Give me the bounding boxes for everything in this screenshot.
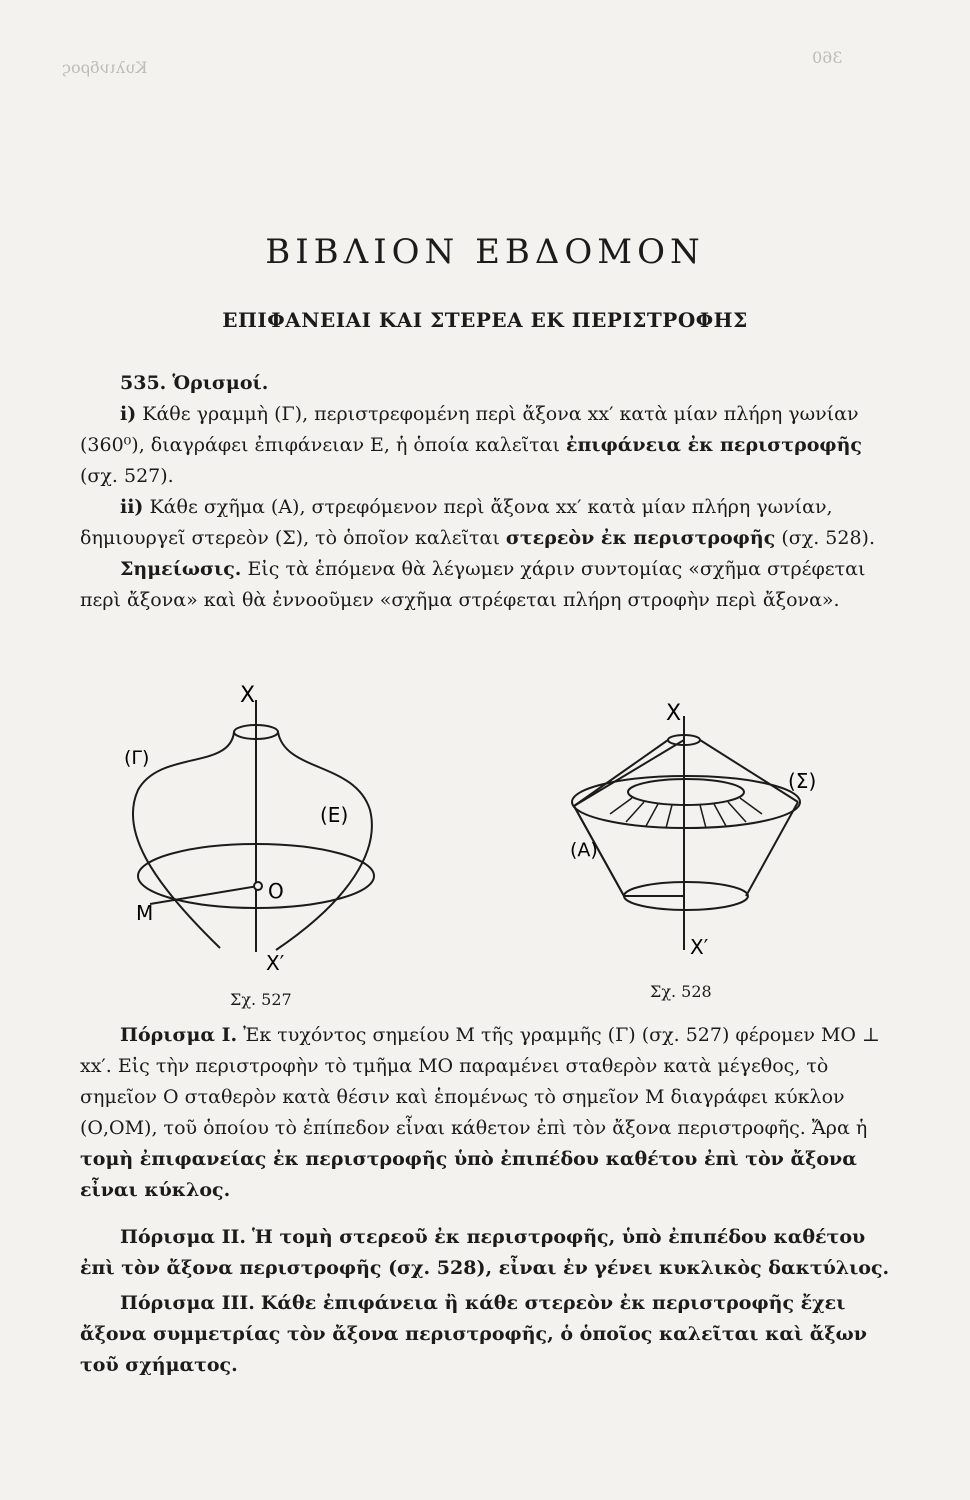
corollary-3-bold: Κάθε ἐπιφάνεια ἢ κάθε στερεὸν ἐκ περιστροφῆς ἔχει ἄξονα συμμετρίας τὸν ἄξονα περιστροφῆς, ὁ ὁποῖος καλεῖται καὶ ἄξων τοῦ σχήματος. (80, 1292, 867, 1376)
label-shape-528: (Α) (570, 839, 598, 861)
corollary-3 (80, 1288, 890, 1381)
definition-i-term: ἐπιφάνεια ἐκ περιστροφῆς (565, 434, 862, 456)
widest-ellipse-528 (572, 776, 800, 828)
chapter-title: ΕΠΙΦΑΝΕΙΑΙ ΚΑΙ ΣΤΕΡΕΑ ΕΚ ΠΕΡΙΣΤΡΟΦΗΣ (222, 308, 748, 332)
caption-527: Σχ. 527 (230, 990, 292, 1009)
remark (80, 554, 890, 616)
definition-ii-term: στερεὸν ἐκ περιστροφῆς (505, 527, 776, 549)
figure-528-drawing (540, 700, 870, 970)
definition-i-label: i) (120, 403, 137, 425)
label-surface-527: (Ε) (320, 803, 349, 827)
definition-i-ref: (σχ. 527). (80, 465, 174, 487)
cone-right-lower (746, 802, 798, 896)
definition-ii-text: Κάθε σχῆμα (Α), στρεφόμενον περὶ ἄξονα xx′ κατὰ μίαν πλήρη γωνίαν, δημιουργεῖ στερεὸν (Σ), τὸ ὁποῖον καλεῖται (80, 496, 833, 549)
corollary-2-label: Πόρισμα ΙΙ. (120, 1226, 246, 1248)
cone-right-upper (700, 740, 798, 802)
definition-ii-ref: (σχ. 528). (781, 527, 876, 549)
corollary-3-label: Πόρισμα ΙΙΙ. (120, 1292, 255, 1314)
label-x-prime-528: X′ (690, 935, 709, 959)
point-o (254, 882, 262, 890)
section-heading: Ὁρισμοί. (172, 372, 269, 394)
corollary-1-label: Πόρισμα Ι. (120, 1024, 238, 1046)
definition-ii (80, 492, 890, 554)
figure-528 (540, 700, 870, 970)
hatching-528 (610, 798, 762, 828)
remark-text: Εἰς τὰ ἑπόμενα θὰ λέγωμεν χάριν συντομίας «σχῆμα στρέφεται περὶ ἄξονα» καὶ θὰ ἐννοοῦμεν «σχῆμα στρέφεται πλήρη στροφὴν περὶ ἄξονα». (80, 558, 866, 611)
corollary-2 (80, 1222, 890, 1284)
caption-528: Σχ. 528 (650, 982, 712, 1001)
label-curve-527: (Γ) (124, 747, 150, 769)
definition-ii-label: ii) (120, 496, 144, 518)
label-solid-528: (Σ) (788, 769, 817, 793)
definitions-section (80, 368, 890, 616)
figure-527 (80, 680, 400, 980)
corollary-1-bold: τομὴ ἐπιφανείας ἐκ περιστροφῆς ὑπὸ ἐπιπέδου καθέτου ἐπὶ τὸν ἄξονα εἶναι κύκλος. (80, 1148, 857, 1201)
inner-ellipse-528 (628, 779, 744, 805)
corollary-2-bold: Ἡ τομὴ στερεοῦ ἐκ περιστροφῆς, ὑπὸ ἐπιπέδου καθέτου ἐπὶ τὸν ἄξονα περιστροφῆς (σχ. 528), εἶναι ἐν γένει κυκλικὸς δακτύλιος. (80, 1226, 890, 1279)
corollary-1 (80, 1020, 890, 1206)
bleed-running-head-left: Κυλινδρος (62, 58, 148, 77)
label-x-527: X (240, 683, 256, 708)
right-profile-curve (276, 732, 372, 950)
definition-i-text: Κάθε γραμμὴ (Γ), περιστρεφομένη περὶ ἄξονα xx′ κατὰ μίαν πλήρη γωνίαν (360⁰), διαγράφει ἐπιφάνειαν Ε, ἡ ὁποία καλεῖται (80, 403, 859, 456)
section-number: 535. (120, 372, 167, 394)
label-o-527: Ο (268, 879, 284, 903)
label-m-527: Μ (136, 901, 154, 925)
definition-i (80, 399, 890, 492)
cone-left-upper (574, 740, 668, 806)
label-x-528: X (666, 701, 682, 726)
corollaries-section (80, 1020, 890, 1381)
book-title: ΒΙΒΛΙΟΝ ΕΒΔΟΜΟΝ (265, 232, 705, 272)
label-x-prime-527: X′ (266, 951, 285, 975)
bleed-running-head-right: 360 (812, 48, 843, 67)
corollary-1-text: Ἐκ τυχόντος σημείου Μ τῆς γραμμῆς (Γ) (σχ. 527) φέρομεν ΜΟ ⊥ xx′. Εἰς τὴν περιστροφὴν τὸ τμῆμα ΜΟ παραμένει σταθερὸν κατὰ μέγεθος, τὸ σημεῖον Ο σταθερὸν κατὰ θέσιν καὶ ἑπομένως τὸ σημεῖον Μ διαγράφει κύκλον (Ο,ΟΜ), τοῦ ὁποίου τὸ ἐπίπεδον εἶναι κάθετον ἐπὶ τὸν ἄξονα περιστροφῆς. Ἄρα ἡ (80, 1024, 880, 1139)
figure-527-drawing (80, 680, 400, 980)
remark-label: Σημείωσις. (120, 558, 242, 580)
